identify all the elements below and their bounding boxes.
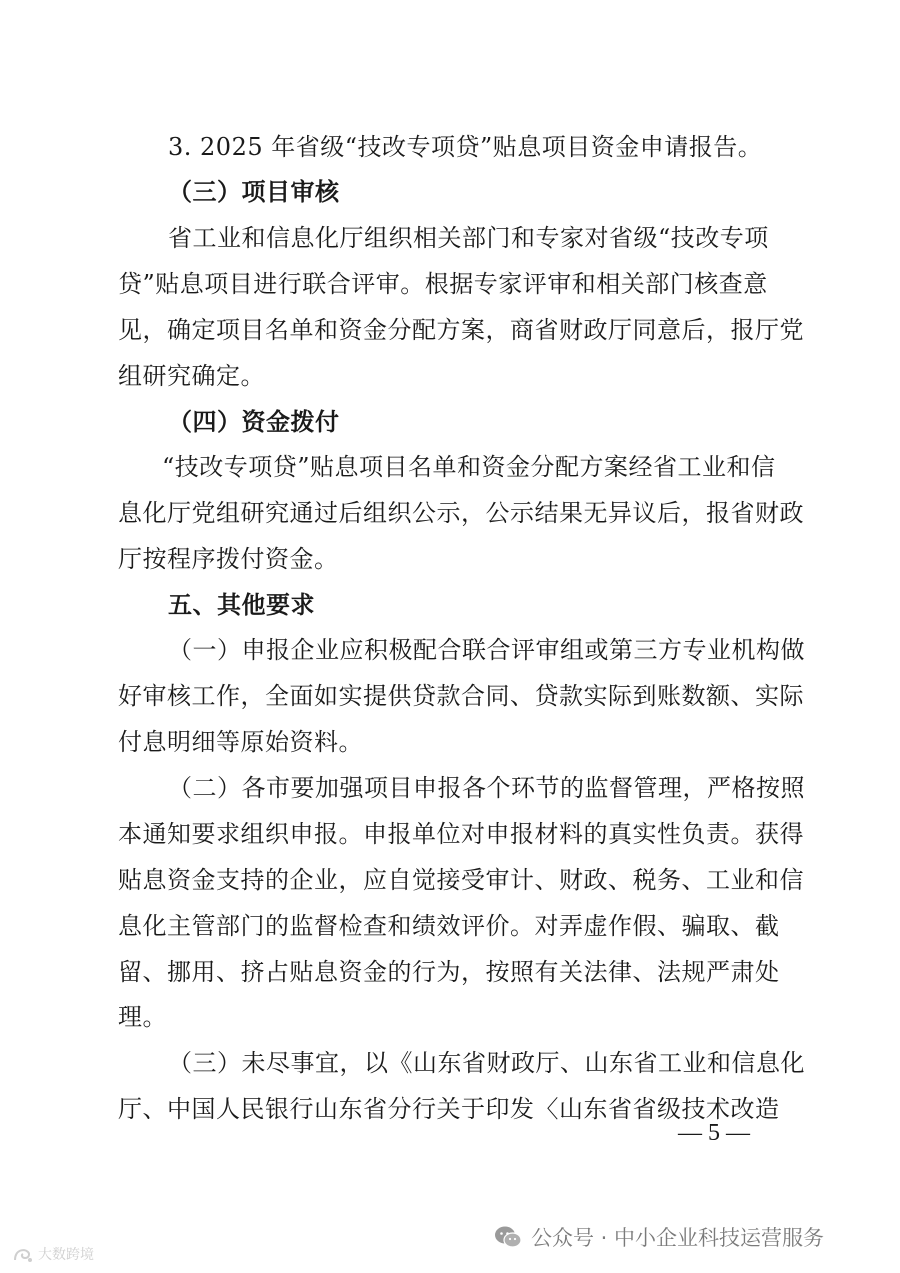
- text-line: “技改专项贷”贴息项目名单和资金分配方案经省工业和信: [162, 453, 776, 481]
- text-line: 厅、中国人民银行山东省分行关于印发〈山东省省级技术改造: [118, 1095, 780, 1123]
- text-line: 厅按程序拨付资金。: [118, 545, 339, 573]
- text-line: （一）申报企业应积极配合联合评审组或第三方专业机构做: [168, 636, 805, 664]
- corner-logo: [12, 1242, 94, 1266]
- section-heading: 五、其他要求: [168, 591, 315, 619]
- text-line: （三）未尽事宜，以《山东省财政厅、山东省工业和信息化: [168, 1049, 805, 1077]
- text-line: 见，确定项目名单和资金分配方案，商省财政厅同意后，报厅党: [118, 316, 804, 344]
- text-line: 贴息资金支持的企业，应自觉接受审计、财政、税务、工业和信: [118, 866, 804, 894]
- corner-logo-icon: [12, 1244, 34, 1264]
- section-heading: （三）项目审核: [168, 178, 340, 206]
- text-line: 付息明细等原始资料。: [118, 728, 363, 756]
- text-line: 理。: [118, 1003, 167, 1031]
- corner-logo-text: 大数跨境: [38, 1247, 94, 1263]
- text-line: 本通知要求组织申报。申报单位对申报材料的真实性负责。获得: [118, 820, 804, 848]
- page-number: — 5 —: [678, 1120, 750, 1146]
- text-line: 好审核工作，全面如实提供贷款合同、贷款实际到账数额、实际: [118, 682, 804, 710]
- text-line: 息化主管部门的监督检查和绩效评价。对弄虚作假、骗取、截: [118, 912, 780, 940]
- text-line: 留、挪用、挤占贴息资金的行为，按照有关法律、法规严肃处: [118, 958, 780, 986]
- text-line: 3. 2025 年省级“技改专项贷”贴息项目资金申请报告。: [168, 133, 763, 161]
- text-line: （二）各市要加强项目申报各个环节的监督管理，严格按照: [168, 774, 805, 802]
- text-line: 组研究确定。: [118, 362, 265, 390]
- text-line: 息化厅党组研究通过后组织公示，公示结果无异议后，报省财政: [118, 499, 804, 527]
- text-line: 省工业和信息化厅组织相关部门和专家对省级“技改专项: [168, 224, 769, 252]
- section-heading: （四）资金拨付: [168, 408, 340, 436]
- text-line: 贷”贴息项目进行联合评审。根据专家评审和相关部门核查意: [118, 270, 768, 298]
- watermark-text: 公众号 · 中小企业科技运营服务: [531, 1226, 825, 1250]
- wechat-watermark: [493, 1222, 824, 1252]
- wechat-icon: [493, 1224, 523, 1250]
